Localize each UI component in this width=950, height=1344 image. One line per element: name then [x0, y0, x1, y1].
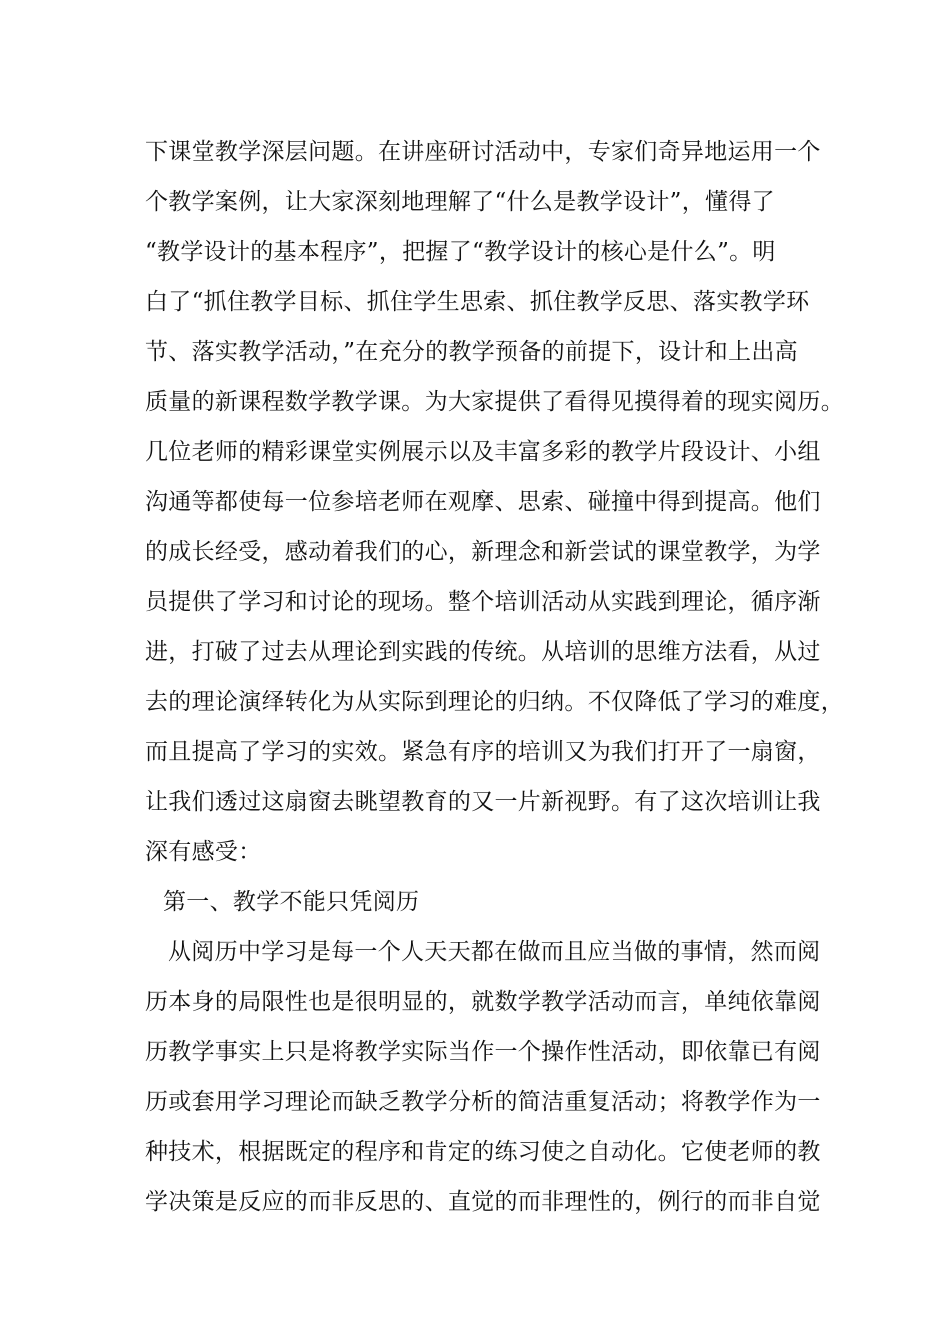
paragraph-line: 去的理论演绎转化为从实际到理论的归纳。不仅降低了学习的难度，	[145, 689, 844, 715]
paragraph-line: 进，打破了过去从理论到实践的传统。从培训的思维方法看，从过	[145, 639, 821, 665]
paragraph-line: 历或套用学习理论而缺乏教学分析的简洁重复活动；将教学作为一	[145, 1089, 821, 1115]
paragraph-line: “教学设计的基本程序”，把握了“教学设计的核心是什么”。明	[145, 239, 776, 265]
paragraph-line: 而且提高了学习的实效。紧急有序的培训又为我们打开了一扇窗，	[145, 739, 821, 765]
paragraph-line: 几位老师的精彩课堂实例展示以及丰富多彩的教学片段设计、小组	[145, 439, 821, 465]
paragraph-line: 员提供了学习和讨论的现场。整个培训活动从实践到理论，循序渐	[145, 589, 821, 615]
paragraph-line: 的成长经受，感动着我们的心，新理念和新尝试的课堂教学，为学	[145, 539, 821, 565]
paragraph-line: 学决策是反应的而非反思的、直觉的而非理性的，例行的而非自觉	[145, 1189, 821, 1215]
paragraph-line: 从阅历中学习是每一个人天天都在做而且应当做的事情，然而阅	[168, 939, 821, 965]
paragraph-line: 让我们透过这扇窗去眺望教育的又一片新视野。有了这次培训让我	[145, 789, 821, 815]
paragraph-line: 历教学事实上只是将教学实际当作一个操作性活动，即依靠已有阅	[145, 1039, 821, 1065]
paragraph-line: 白了“抓住教学目标、抓住学生思索、抓住教学反思、落实教学环	[145, 289, 810, 315]
paragraph-line: 深有感受：	[145, 839, 262, 865]
paragraph-line: 历本身的局限性也是很明显的，就数学教学活动而言，单纯依靠阅	[145, 989, 821, 1015]
paragraph-line: 沟通等都使每一位参培老师在观摩、思索、碰撞中得到提高。他们	[145, 489, 821, 515]
section-heading: 第一、教学不能只凭阅历	[163, 889, 420, 915]
paragraph-line: 下课堂教学深层问题。在讲座研讨活动中，专家们奇异地运用一个	[145, 139, 821, 165]
paragraph-line: 种技术，根据既定的程序和肯定的练习使之自动化。它使老师的教	[145, 1139, 821, 1165]
paragraph-line: 节、落实教学活动，”在充分的教学预备的前提下，设计和上出高	[145, 339, 798, 365]
paragraph-line: 质量的新课程数学教学课。为大家提供了看得见摸得着的现实阅历。	[145, 389, 844, 415]
paragraph-line: 个教学案例，让大家深刻地理解了“什么是教学设计”，懂得了	[145, 189, 775, 215]
